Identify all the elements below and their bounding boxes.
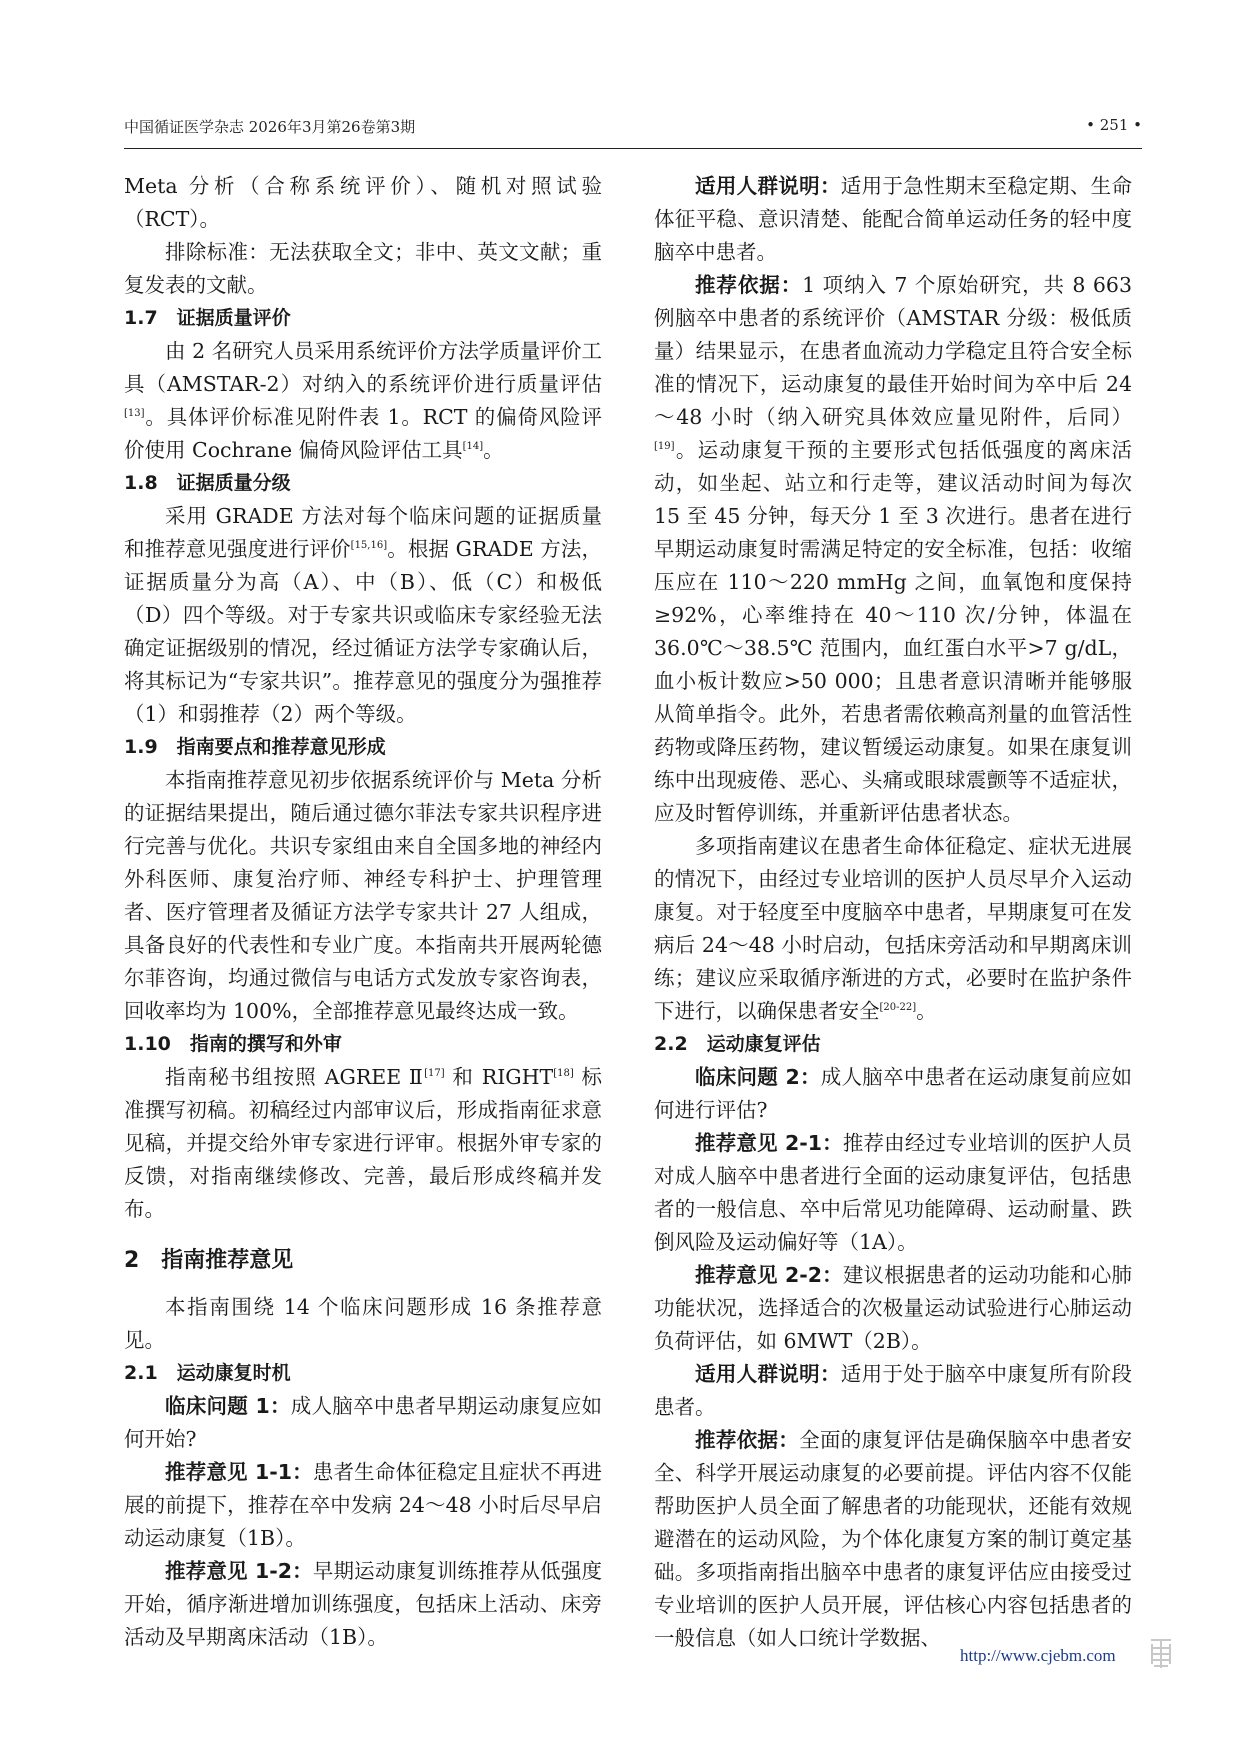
applicable-population-2: 适用人群说明：适用于处于脑卒中康复所有阶段患者。 (654, 1362, 1133, 1419)
header-rule (124, 148, 1142, 149)
section-heading-1-10: 1.10 指南的撰写和外审 (124, 1033, 342, 1055)
recommendation-basis-2: 推荐依据：全面的康复评估是确保脑卒中患者安全、科学开展运动康复的必要前提。评估内容不仅能帮助医护人员全面了解患者的功能现状，还能有效规避潜在的运动风险，为个体化康复方案的制订奠定基础。多项指南指出脑卒中患者的康复评估应由接受过专业培训的医护人员开展，评估核心内容包括患者的一般信息（如人口统计学数据、 (654, 1428, 1132, 1650)
citation[interactable]: [15,16] (350, 540, 388, 552)
clinical-question-2: 临床问题 2：成人脑卒中患者在运动康复前应如何进行评估? (654, 1065, 1132, 1122)
citation[interactable]: [20-22] (879, 1002, 917, 1014)
paragraph: 本指南围绕 14 个临床问题形成 16 条推荐意见。 (124, 1295, 602, 1352)
recommendation-2-2: 推荐意见 2-2：建议根据患者的运动功能和心肺功能状况，选择适合的次极量运动试验进行心肺运动负荷评估，如 6MWT（2B）。 (654, 1263, 1132, 1353)
recommendation-2-1: 推荐意见 2-1：推荐由经过专业培训的医护人员对成人脑卒中患者进行全面的运动康复评估，包括患者的一般信息、卒中后常见功能障碍、运动耐量、跌倒风险及运动偏好等（1A）。 (654, 1131, 1132, 1254)
journal-url-link[interactable]: http://www.cjebm.com (960, 1646, 1116, 1665)
citation[interactable]: [18] (553, 1068, 574, 1080)
paragraph: 本指南推荐意见初步依据系统评价与 Meta 分析的证据结果提出，随后通过德尔菲法专家共识程序进行完善与优化。共识专家组由来自全国多地的神经内外科医师、康复治疗师、神经专科护士、护理管理者、医疗管理者及循证方法学专家共计 27 人组成，具备良好的代表性和专业广度。本指南共开展两轮德尔菲咨询，均通过微信与电话方式发放专家咨询表，回收率均为 100%，全部推荐意见最终达成一致。 (124, 768, 602, 1023)
paragraph: 排除标准：无法获取全文；非中、英文文献；重复发表的文献。 (124, 240, 602, 297)
section-heading-2-1: 2.1 运动康复时机 (124, 1362, 291, 1384)
section-heading-1-9: 1.9 指南要点和推荐意见形成 (124, 736, 386, 758)
journal-logo-icon (1148, 1636, 1174, 1672)
paragraph: 多项指南建议在患者生命体征稳定、症状无进展的情况下，由经过专业培训的医护人员尽早介入运动康复。对于轻度至中度脑卒中患者，早期康复可在发病后 24～48 小时启动，包括床旁活动和早期离床训练；建议应采取循序渐进的方式，必要时在监护条件下进行，以确保患者安全[20-22]。 (654, 834, 1132, 1023)
section-heading-1-7: 1.7 证据质量评价 (124, 307, 291, 329)
paragraph: 指南秘书组按照 AGREE Ⅱ[17] 和 RIGHT[18] 标准撰写初稿。初稿经过内部审议后，形成指南征求意见稿，并提交给外审专家进行评审。根据外审专家的反馈，对指南继续修改、完善，最后形成终稿并发布。 (124, 1065, 602, 1221)
recommendation-1-2: 推荐意见 1-2：早期运动康复训练推荐从低强度开始，循序渐进增加训练强度，包括床上活动、床旁活动及早期离床活动（1B）。 (124, 1559, 602, 1649)
citation[interactable]: [19] (654, 441, 675, 453)
right-column (654, 170, 1132, 1655)
citation[interactable]: [13] (124, 408, 145, 420)
recommendation-1-1: 推荐意见 1-1：患者生命体征稳定且症状不再进展的前提下，推荐在卒中发病 24～48 小时后尽早启动运动康复（1B）。 (124, 1460, 602, 1550)
paragraph: 采用 GRADE 方法对每个临床问题的证据质量和推荐意见强度进行评价[15,16]。根据 GRADE 方法，证据质量分为高（A）、中（B）、低（C）和极低（D）四个等级。对于专家共识或临床专家经验无法确定证据级别的情况，经过循证方法学专家确认后，将其标记为“专家共识”。推荐意见的强度分为强推荐（1）和弱推荐（2）两个等级。 (124, 504, 603, 726)
paragraph: 由 2 名研究人员采用系统评价方法学质量评价工具（AMSTAR-2）对纳入的系统评价进行质量评估[13]。具体评价标准见附件表 1。RCT 的偏倚风险评价使用 Cochrane 偏倚风险评估工具[14]。 (124, 339, 602, 462)
applicable-population-1: 适用人群说明：适用于急性期末至稳定期、生命体征平稳、意识清楚、能配合简单运动任务的轻中度脑卒中患者。 (654, 174, 1133, 264)
citation[interactable]: [14] (462, 441, 484, 453)
section-heading-1-8: 1.8 证据质量分级 (124, 472, 291, 494)
citation[interactable]: [17] (424, 1068, 445, 1080)
journal-info: 中国循证医学杂志 2026年3月第26卷第3期 (124, 118, 416, 136)
page-number: • 251 • (1086, 116, 1142, 134)
section-heading-2-2: 2.2 运动康复评估 (654, 1033, 821, 1055)
recommendation-basis-1: 推荐依据：1 项纳入 7 个原始研究，共 8 663 例脑卒中患者的系统评价（AMSTAR 分级：极低质量）结果显示，在患者血流动力学稳定且符合安全标准的情况下，运动康复的最佳开始时间为卒中后 24～48 小时（纳入研究具体效应量见附件，后同）[19]。运动康复干预的主要形式包括低强度的离床活动，如坐起、站立和行走等，建议活动时间为每次 15 至 45 分钟，每天分 1 至 3 次进行。患者在进行早期运动康复时需满足特定的安全标准，包括：收缩压应在 110～220 mmHg 之间，血氧饱和度保持≥92%，心率维持在 40～110 次/分钟，体温在 36.0℃～38.5℃ 范围内，血红蛋白水平>7 g/dL，血小板计数应>50 000；且患者意识清晰并能够服从简单指令。此外，若患者需依赖高剂量的血管活性药物或降压药物，建议暂缓运动康复。如果在康复训练中出现疲倦、恶心、头痛或眼球震颤等不适症状，应及时暂停训练，并重新评估患者状态。 (654, 273, 1133, 825)
left-column (124, 170, 602, 1654)
section-heading-2: 2 指南推荐意见 (124, 1248, 294, 1273)
clinical-question-1: 临床问题 1：成人脑卒中患者早期运动康复应如何开始? (124, 1394, 602, 1451)
paragraph: Meta 分析（合称系统评价）、随机对照试验（RCT）。 (124, 174, 602, 231)
